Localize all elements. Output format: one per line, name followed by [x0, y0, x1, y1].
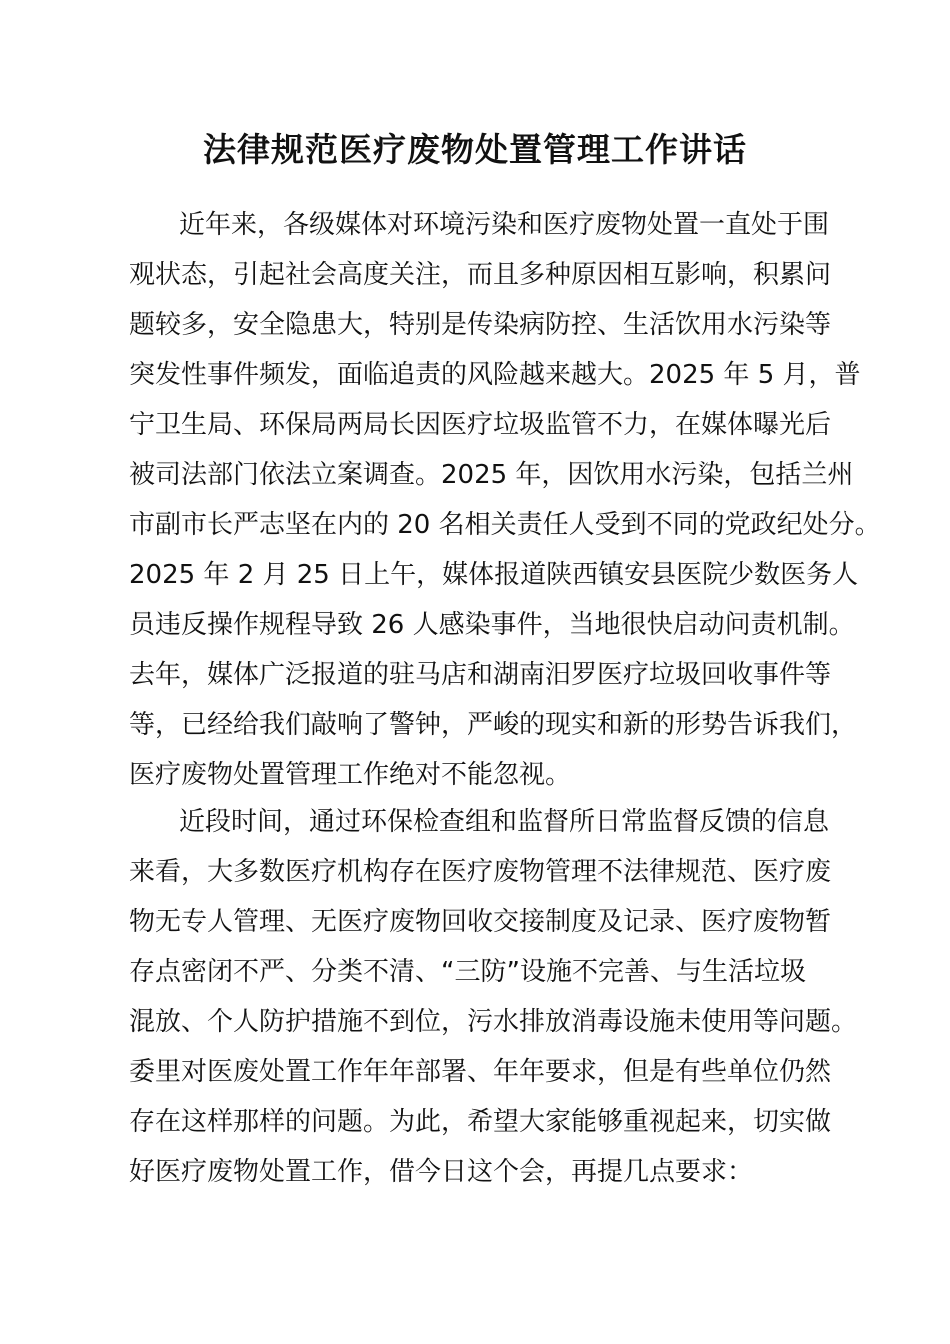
paragraph-line: 好医疗废物处置工作，借今日这个会，再提几点要求：: [129, 1157, 754, 1187]
paragraph-line: 近段时间，通过环保检查组和监督所日常监督反馈的信息: [179, 807, 830, 837]
paragraph-line: 存点密闭不严、分类不清、“三防”设施不完善、与生活垃圾: [129, 957, 806, 987]
paragraph-line: 混放、个人防护措施不到位，污水排放消毒设施未使用等问题。: [129, 1007, 858, 1037]
paragraph-line: 宁卫生局、环保局两局长因医疗垃圾监管不力，在媒体曝光后: [129, 410, 832, 440]
paragraph-line: 观状态，引起社会高度关注，而且多种原因相互影响，积累问: [129, 260, 832, 290]
document-title: 法律规范医疗废物处置管理工作讲话: [203, 130, 747, 169]
paragraph-line: 被司法部门依法立案调查。2025 年，因饮用水污染，包括兰州: [129, 460, 854, 490]
paragraph-line: 物无专人管理、无医疗废物回收交接制度及记录、医疗废物暂: [129, 907, 832, 937]
paragraph-line: 2025 年 2 月 25 日上午，媒体报道陕西镇安县医院少数医务人: [129, 560, 859, 590]
paragraph-line: 员违反操作规程导致 26 人感染事件，当地很快启动问责机制。: [129, 610, 855, 640]
paragraph-line: 医疗废物处置管理工作绝对不能忽视。: [129, 760, 572, 790]
paragraph-line: 存在这样那样的问题。为此，希望大家能够重视起来，切实做: [129, 1107, 832, 1137]
paragraph-line: 近年来，各级媒体对环境污染和医疗废物处置一直处于围: [179, 210, 830, 240]
paragraph-line: 来看，大多数医疗机构存在医疗废物管理不法律规范、医疗废: [129, 857, 832, 887]
paragraph-line: 市副市长严志坚在内的 20 名相关责任人受到不同的党政纪处分。: [129, 510, 881, 540]
paragraph-line: 突发性事件频发，面临追责的风险越来越大。2025 年 5 月，普: [129, 360, 861, 390]
paragraph-line: 等，已经给我们敲响了警钟，严峻的现实和新的形势告诉我们，: [129, 710, 858, 740]
paragraph-line: 题较多，安全隐患大，特别是传染病防控、生活饮用水污染等: [129, 310, 832, 340]
paragraph-line: 去年，媒体广泛报道的驻马店和湖南汨罗医疗垃圾回收事件等: [129, 660, 832, 690]
paragraph-line: 委里对医废处置工作年年部署、年年要求，但是有些单位仍然: [129, 1057, 832, 1087]
